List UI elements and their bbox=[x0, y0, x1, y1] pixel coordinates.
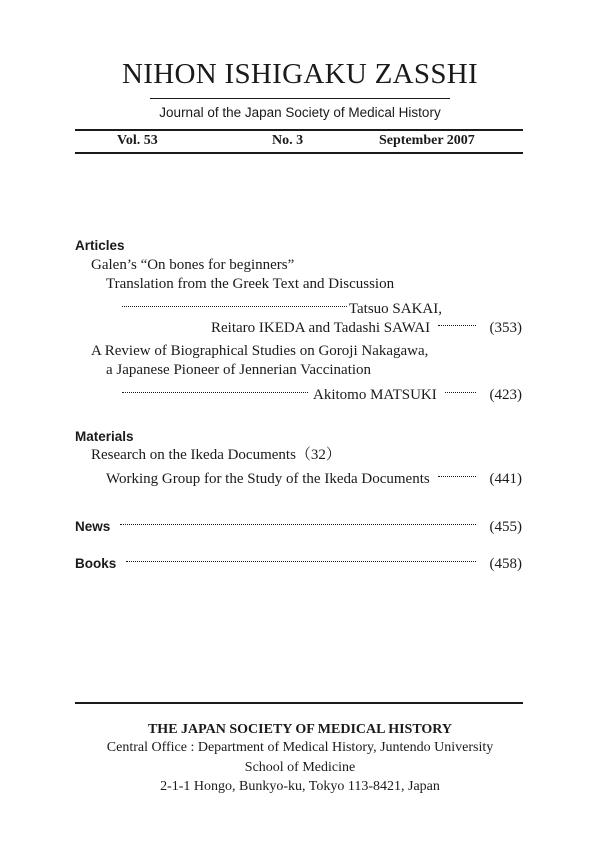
article-2-title-line1: A Review of Biographical Studies on Goroji Nakagawa, bbox=[91, 343, 429, 359]
article-1-title-line2: Translation from the Greek Text and Discussion bbox=[106, 276, 395, 292]
article-2-title-line2: a Japanese Pioneer of Jennerian Vaccination bbox=[106, 362, 372, 378]
article-1-title-line1: Galen’s “On bones for beginners” bbox=[91, 257, 295, 273]
issue-number-label: No. 3 bbox=[272, 133, 304, 148]
material-1-page: (441) bbox=[489, 471, 522, 487]
books-heading: Books bbox=[75, 556, 117, 571]
journal-subtitle: Journal of the Japan Society of Medical History bbox=[159, 105, 441, 120]
dot-leader bbox=[443, 379, 478, 399]
article-1-author-line1: Tatsuo SAKAI, bbox=[348, 301, 442, 317]
footer-rule bbox=[75, 702, 523, 704]
materials-heading: Materials bbox=[75, 429, 134, 444]
office-address-line3: 2-1-1 Hongo, Bunkyo-ku, Tokyo 113-8421, Japan bbox=[160, 779, 440, 794]
office-address-line1: Central Office : Department of Medical History, Juntendo University bbox=[106, 740, 494, 755]
volume-label: Vol. 53 bbox=[117, 133, 158, 148]
title-divider bbox=[150, 98, 450, 99]
dot-leader bbox=[436, 312, 477, 332]
issue-rule-top bbox=[75, 129, 523, 131]
news-row bbox=[75, 511, 522, 537]
society-name: THE JAPAN SOCIETY OF MEDICAL HISTORY bbox=[147, 722, 453, 737]
article-1-author-line2: Reitaro IKEDA and Tadashi SAWAI bbox=[211, 320, 431, 336]
article-2-author: Akitomo MATSUKI bbox=[313, 387, 437, 403]
dot-leader bbox=[120, 293, 349, 313]
books-page: (458) bbox=[489, 556, 522, 572]
journal-title: NIHON ISHIGAKU ZASSHI bbox=[122, 58, 478, 90]
dot-leader bbox=[118, 511, 477, 531]
dot-leader bbox=[124, 548, 477, 568]
issue-date-label: September 2007 bbox=[379, 133, 475, 148]
article-2-author-row bbox=[120, 379, 522, 405]
books-row bbox=[75, 548, 522, 574]
news-page: (455) bbox=[489, 519, 522, 535]
office-address-line2: School of Medicine bbox=[244, 760, 356, 775]
article-1-author-row2 bbox=[75, 312, 522, 338]
material-1-author: Working Group for the Study of the Ikeda Documents bbox=[106, 471, 430, 487]
issue-rule-bottom bbox=[75, 152, 523, 154]
articles-heading: Articles bbox=[75, 238, 125, 253]
material-1-author-row bbox=[106, 463, 522, 489]
news-heading: News bbox=[75, 519, 111, 534]
article-2-page: (423) bbox=[489, 387, 522, 403]
article-1-page: (353) bbox=[489, 320, 522, 336]
material-1-title: Research on the Ikeda Documents（32） bbox=[91, 447, 341, 463]
dot-leader bbox=[120, 379, 310, 399]
dot-leader bbox=[436, 463, 478, 483]
